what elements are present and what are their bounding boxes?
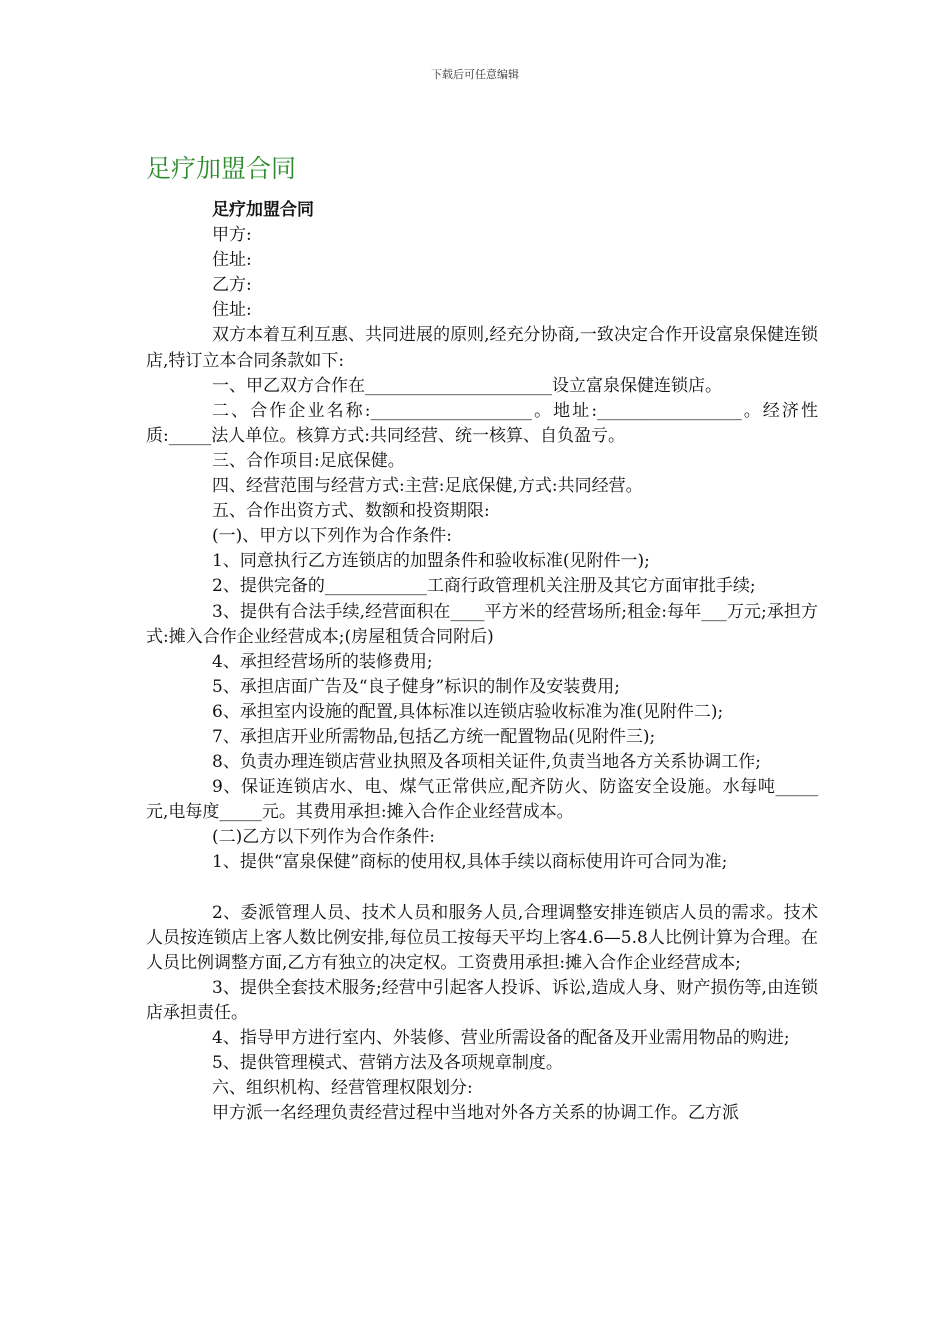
party-a-item-9: 9、保证连锁店水、电、煤气正常供应,配齐防火、防盗安全设施。水每吨_____元,电每度_____元。其费用承担:摊入合作企业经营成本。 <box>146 777 818 823</box>
party-a-item-4: 4、承担经营场所的装修费用; <box>212 651 433 672</box>
party-a-address: 住址: <box>212 250 252 271</box>
party-b-label: 乙方: <box>212 275 252 296</box>
party-a-item-6: 6、承担室内设施的配置,具体标准以连锁店验收标准为准(见附件二); <box>212 701 724 722</box>
header-note: 下载后可任意编辑 <box>431 68 519 81</box>
preamble: 双方本着互利互惠、共同进展的原则,经充分协商,一致决定合作开设富泉保健连锁店,特订立本合同条款如下: <box>146 325 818 371</box>
clause-5-party-a: (一)、甲方以下列作为合作条件: <box>212 526 452 547</box>
blank-line <box>146 876 818 901</box>
party-a-item-5: 5、承担店面广告及“良子健身”标识的制作及安装费用; <box>212 676 620 697</box>
clause-4: 四、经营范围与经营方式:主营:足底保健,方式:共同经营。 <box>212 476 643 497</box>
party-b-item-2: 2、委派管理人员、技术人员和服务人员,合理调整安排连锁店人员的需求。技术人员按连锁店上客人数比例安排,每位员工按每天平均上客4.6—5.8人比例计算为合理。在人员比例调整方面,乙方有独立的决定权。工资费用承担:摊入合作企业经营成本; <box>146 902 818 973</box>
party-a-item-3: 3、提供有合法手续,经营面积在____平方米的经营场所;租金:每年___万元;承担方式:摊入合作企业经营成本;(房屋租赁合同附后) <box>146 601 818 647</box>
party-b-item-3: 3、提供全套技术服务;经营中引起客人投诉、诉讼,造成人身、财产损伤等,由连锁店承担责任。 <box>146 977 818 1023</box>
clause-6: 六、组织机构、经营管理权限划分: <box>212 1078 473 1099</box>
party-a-item-7: 7、承担店开业所需物品,包括乙方统一配置物品(见附件三); <box>212 726 656 747</box>
party-b-address: 住址: <box>212 300 252 321</box>
contract-heading: 足疗加盟合同 <box>212 200 314 220</box>
clause-2: 二、合作企业名称:___________________。地址:_________________。经济性质:_____法人单位。核算方式:共同经营、统一核算、自负盈亏。 <box>146 400 818 446</box>
party-b-item-1: 1、提供“富泉保健”商标的使用权,具体手续以商标使用许可合同为准; <box>212 852 728 873</box>
party-a-item-2: 2、提供完备的____________工商行政管理机关注册及其它方面审批手续; <box>212 576 756 597</box>
clause-5: 五、合作出资方式、数额和投资期限: <box>212 501 490 522</box>
document-title: 足疗加盟合同 <box>146 153 297 183</box>
clause-1: 一、甲乙双方合作在______________________设立富泉保健连锁店。 <box>212 375 722 396</box>
party-b-item-4: 4、指导甲方进行室内、外装修、营业所需设备的配备及开业需用物品的购进; <box>212 1028 790 1048</box>
contract-body <box>146 198 818 1126</box>
party-b-item-5: 5、提供管理模式、营销方法及各项规章制度。 <box>212 1053 563 1074</box>
clause-3: 三、合作项目:足底保健。 <box>212 450 405 471</box>
party-a-label: 甲方: <box>212 225 252 246</box>
clause-5-party-b: (二)乙方以下列作为合作条件: <box>212 827 435 848</box>
clause-6-text: 甲方派一名经理负责经营过程中当地对外各方关系的协调工作。乙方派 <box>212 1103 739 1124</box>
party-a-item-1: 1、同意执行乙方连锁店的加盟条件和验收标准(见附件一); <box>212 551 650 572</box>
party-a-item-8: 8、负责办理连锁店营业执照及各项相关证件,负责当地各方关系协调工作; <box>212 752 761 773</box>
